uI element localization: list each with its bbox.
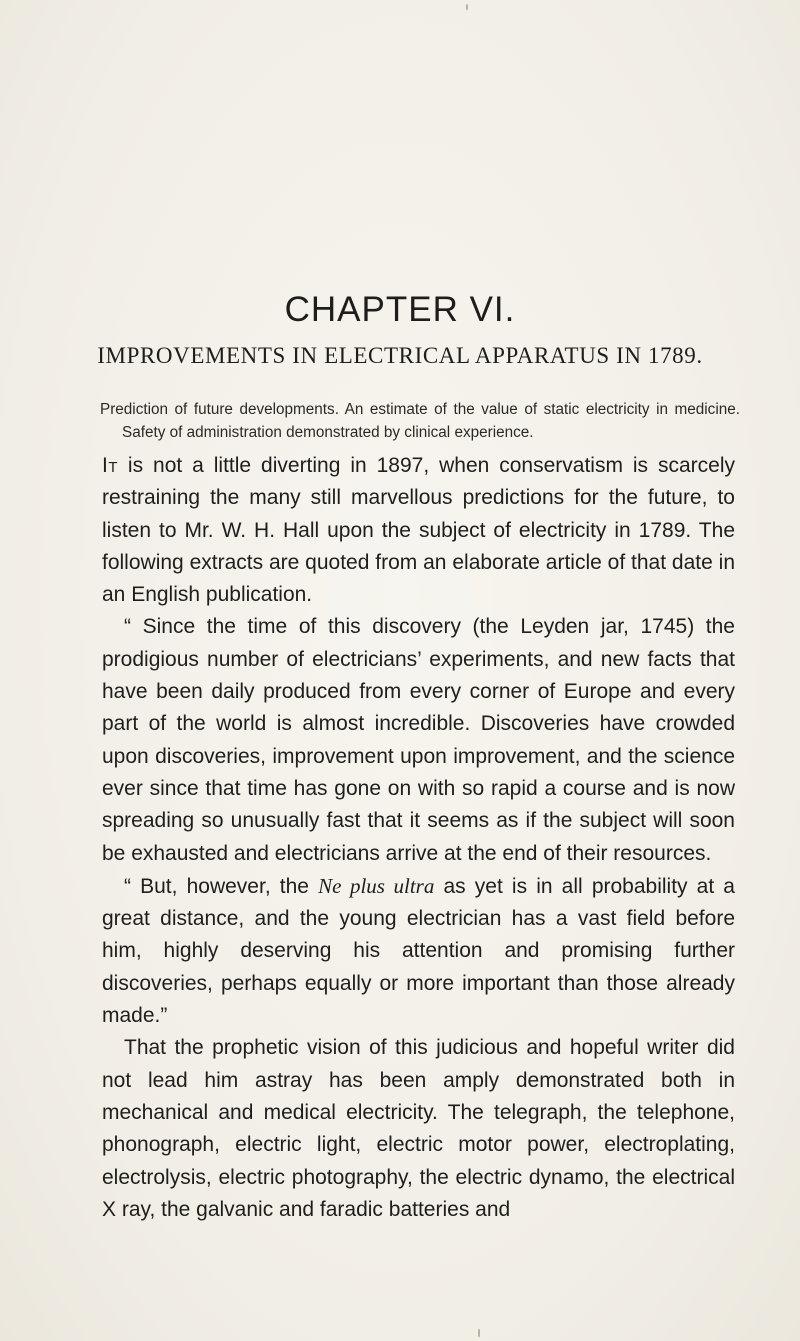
paragraph-2-quote: “ Since the time of this discovery (the Leyden jar, 1745) the prodigious number of electricians’ experiments, and new facts that have been daily produced from every corner of Europe and every part of the world is almost incredible. Discoveries have crowded upon discoveries, improvement upon improvement, and the science ever since that time has gone on with so rapid a course and is now spreading so unusually fast that it seems as if the subject will soon be exhausted and electricians arrive at the end of their resources.: [102, 615, 735, 865]
paper-speck-bottom: [478, 1329, 480, 1337]
paragraph-3-text-before: “ But, however, the: [124, 874, 319, 898]
paper-speck-top: [466, 4, 468, 10]
chapter-title: CHAPTER VI.: [284, 290, 516, 329]
paragraph-1-text: is not a little diverting in 1897, when conservatism is scarcely restraining the many still marvellous predictions for the future, to listen to Mr. W. H. Hall upon the subject of electricity in 1789. The following extracts are quoted from an elaborate article of that date in an English publication.: [102, 454, 735, 607]
paragraph-3-text-after: as yet is in all probability at a great distance, and the young electrician has a vast field before him, highly deserving his attention and promising further discoveries, perhaps equally or more important than those already made.”: [102, 874, 735, 1028]
body-text: [102, 450, 735, 1226]
paragraph-4: That the prophetic vision of this judicious and hopeful writer did not lead him astray has been amply demonstrated both in mechanical and medical electricity. The telegraph, the telephone, phonograph, electric light, electric motor power, electroplating, electrolysis, electric photography, the electric dynamo, the electrical X ray, the galvanic and faradic batteries and: [102, 1036, 735, 1221]
paragraph-1: [102, 450, 735, 611]
section-title: IMPROVEMENTS IN ELECTRICAL APPARATUS IN 1789.: [97, 343, 703, 368]
chapter-synopsis: Prediction of future developments. An estimate of the value of static electricity in medicine. Safety of administration demonstrated by clinical experience.: [100, 401, 740, 441]
paragraph-3-quote: [102, 870, 735, 1032]
paragraph-1-lead-word: It: [102, 454, 118, 477]
paragraph-3-latin-phrase: Ne plus ultra: [318, 873, 435, 898]
